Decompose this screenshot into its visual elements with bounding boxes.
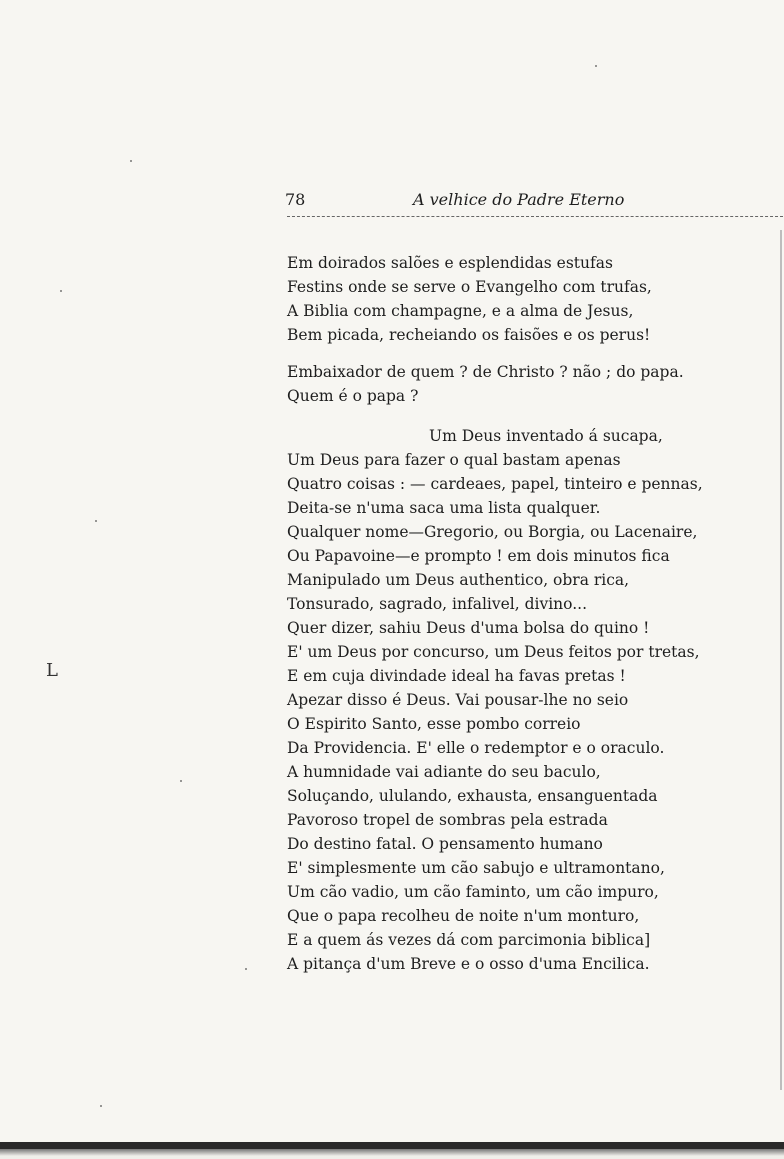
page-header xyxy=(285,188,765,212)
verse-line: A humnidade vai adiante do seu baculo, xyxy=(287,763,601,781)
scan-speck xyxy=(100,1105,102,1107)
verse-line: O Espirito Santo, esse pombo correio xyxy=(287,715,581,733)
page-number: 78 xyxy=(285,190,306,209)
verse-line: Pavoroso tropel de sombras pela estrada xyxy=(287,811,608,829)
page-edge-shadow xyxy=(780,230,782,1090)
verse-line: A Biblia com champagne, e a alma de Jesus, xyxy=(287,302,634,320)
verse-line: Embaixador de quem ? de Christo ? não ; do papa. xyxy=(287,363,684,381)
verse-line: E em cuja divindade ideal ha favas pretas ! xyxy=(287,667,626,685)
verse-line: Manipulado um Deus authentico, obra rica, xyxy=(287,571,630,589)
verse-line: Do destino fatal. O pensamento humano xyxy=(287,835,603,853)
verse-line: Ou Papavoine—e prompto ! em dois minutos fica xyxy=(287,547,670,565)
running-title: A velhice do Padre Eterno xyxy=(413,190,625,209)
verse-line: Um Deus inventado á sucapa, xyxy=(429,427,663,445)
scan-speck xyxy=(60,290,62,292)
verse-line: Qualquer nome—Gregorio, ou Borgia, ou Lacenaire, xyxy=(287,523,698,541)
verse-line: E' um Deus por concurso, um Deus feitos por tretas, xyxy=(287,643,700,661)
scan-speck xyxy=(180,780,182,782)
header-rule xyxy=(287,216,783,217)
scan-speck xyxy=(130,160,132,162)
verse-line: Soluçando, ululando, exhausta, ensanguentada xyxy=(287,787,658,805)
verse-line: Tonsurado, sagrado, infalivel, divino... xyxy=(287,595,588,613)
verse-line: Festins onde se serve o Evangelho com trufas, xyxy=(287,278,652,296)
stanza-1 xyxy=(287,251,757,347)
scan-speck xyxy=(95,520,97,522)
verse-line: Em doirados salões e esplendidas estufas xyxy=(287,254,613,272)
stanza-2 xyxy=(287,360,757,408)
margin-mark: L xyxy=(46,660,58,681)
stanza-3 xyxy=(287,424,757,976)
scan-speck xyxy=(245,968,247,970)
verse-line: Quatro coisas : — cardeaes, papel, tinteiro e pennas, xyxy=(287,475,703,493)
verse-line: Quem é o papa ? xyxy=(287,387,419,405)
verse-line: Da Providencia. E' elle o redemptor e o oraculo. xyxy=(287,739,665,757)
scan-speck xyxy=(595,65,597,67)
verse-line: Que o papa recolheu de noite n'um monturo, xyxy=(287,907,640,925)
verse-line: Um Deus para fazer o qual bastam apenas xyxy=(287,451,621,469)
verse-line: Bem picada, recheiando os faisões e os perus! xyxy=(287,326,651,344)
verse-line: E' simplesmente um cão sabujo e ultramontano, xyxy=(287,859,665,877)
verse-line: Deita-se n'uma saca uma lista qualquer. xyxy=(287,499,601,517)
verse-line: A pitança d'um Breve e o osso d'uma Encilica. xyxy=(287,955,650,973)
verse-line: Apezar disso é Deus. Vai pousar-lhe no seio xyxy=(287,691,629,709)
verse-line: Um cão vadio, um cão faminto, um cão impuro, xyxy=(287,883,659,901)
verse-line: Quer dizer, sahiu Deus d'uma bolsa do quino ! xyxy=(287,619,650,637)
verse-line: E a quem ás vezes dá com parcimonia biblica] xyxy=(287,931,651,949)
scan-bottom-edge xyxy=(0,1136,784,1159)
